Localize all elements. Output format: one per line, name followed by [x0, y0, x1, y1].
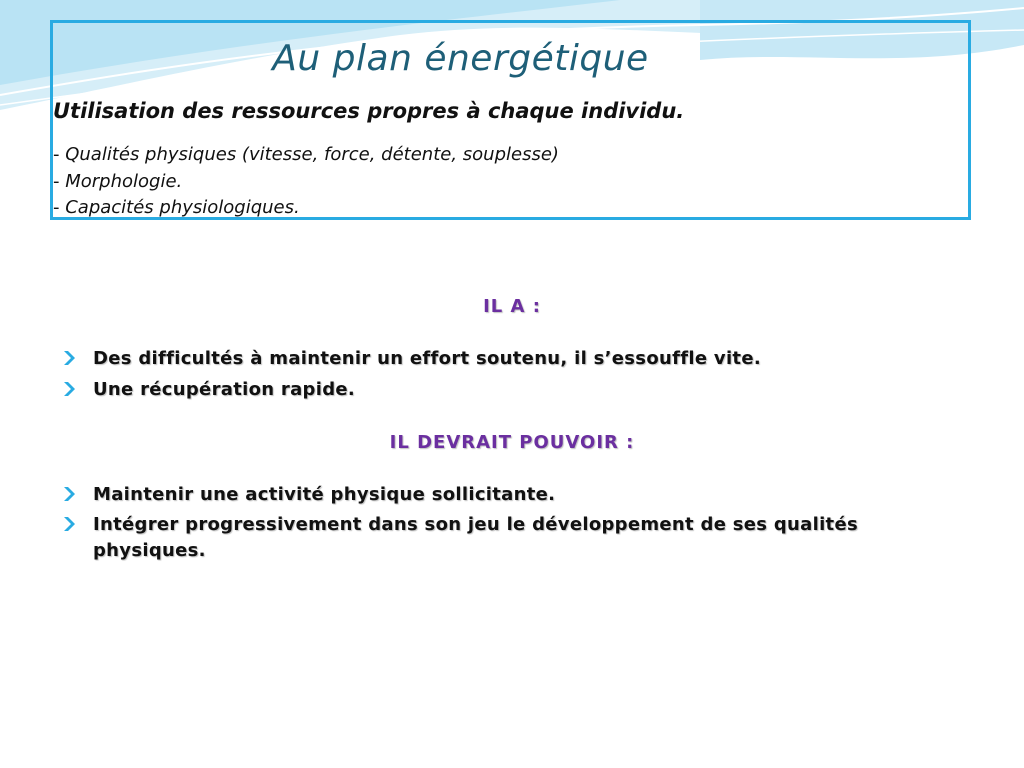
slide-title: Au plan énergétique — [272, 38, 649, 79]
arrow-bullet-icon — [62, 350, 78, 366]
slide-subtitle: Utilisation des ressources propres à chaque individu. — [53, 99, 685, 123]
section-heading-il-a: IL A : — [483, 296, 541, 317]
quality-item — [53, 144, 559, 165]
quality-dash: - — [53, 171, 60, 192]
quality-text: Qualités physiques (vitesse, force, détente, souplesse) — [59, 144, 559, 165]
bullet-text: Maintenir une activité physique sollicitante. — [93, 484, 556, 505]
quality-dash: - — [53, 197, 60, 218]
section-heading-il-devrait-pouvoir: IL DEVRAIT POUVOIR : — [389, 432, 635, 453]
quality-text: Capacités physiologiques. — [59, 197, 300, 218]
arrow-bullet-icon — [62, 381, 78, 397]
quality-text: Morphologie. — [59, 171, 183, 192]
bullet-text: Intégrer progressivement dans son jeu le développement de ses qualités physiques. — [93, 514, 858, 561]
quality-item — [53, 171, 182, 192]
arrow-bullet-icon — [62, 516, 78, 532]
arrow-bullet-icon — [62, 486, 78, 502]
quality-item — [53, 197, 300, 218]
bullet-text: Une récupération rapide. — [93, 379, 356, 400]
quality-dash: - — [53, 144, 60, 165]
bullet-text: Des difficultés à maintenir un effort soutenu, il s’essouffle vite. — [93, 348, 761, 369]
